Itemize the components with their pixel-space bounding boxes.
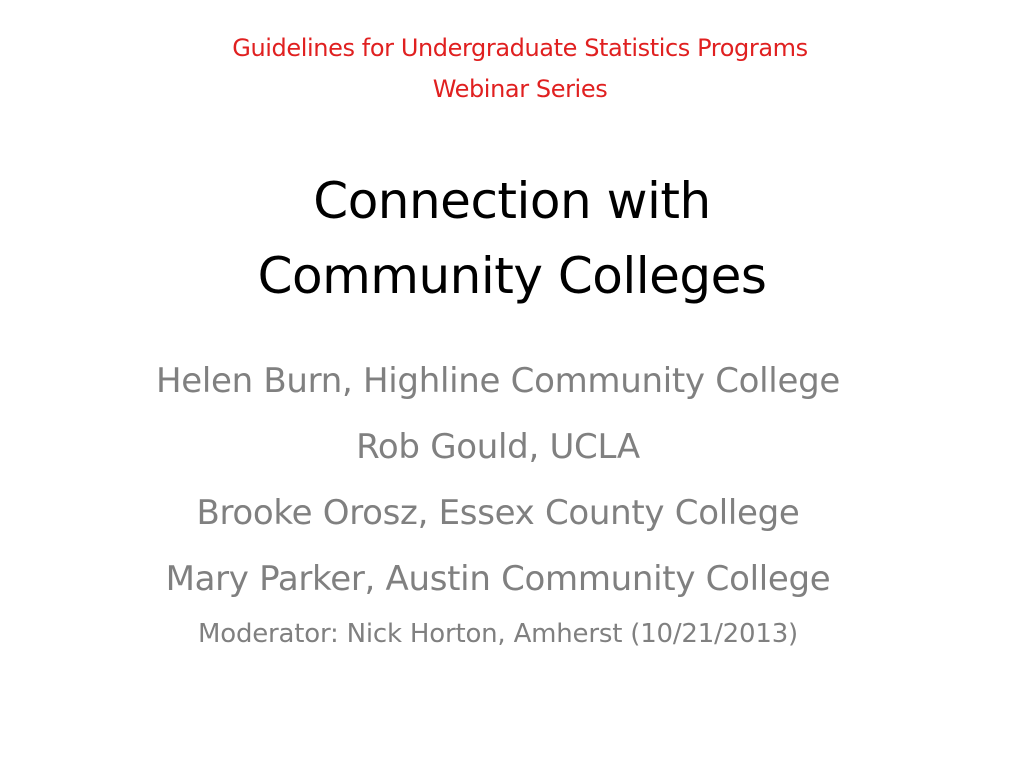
speaker-list [0, 348, 996, 654]
slide-title [0, 164, 1024, 314]
slide-title-line-2: Community Colleges [257, 247, 767, 305]
slide-title-line-1: Connection with [313, 172, 711, 230]
speaker-item: Mary Parker, Austin Community College [165, 559, 831, 599]
webinar-series-heading [0, 28, 1024, 110]
speaker-item: Rob Gould, UCLA [356, 427, 640, 467]
speaker-item: Brooke Orosz, Essex County College [196, 493, 800, 533]
moderator-line: Moderator: Nick Horton, Amherst (10/21/2013) [198, 619, 798, 649]
speaker-item: Helen Burn, Highline Community College [156, 361, 840, 401]
series-heading-line-1: Guidelines for Undergraduate Statistics Programs [232, 34, 808, 62]
series-heading-line-2: Webinar Series [432, 75, 608, 103]
